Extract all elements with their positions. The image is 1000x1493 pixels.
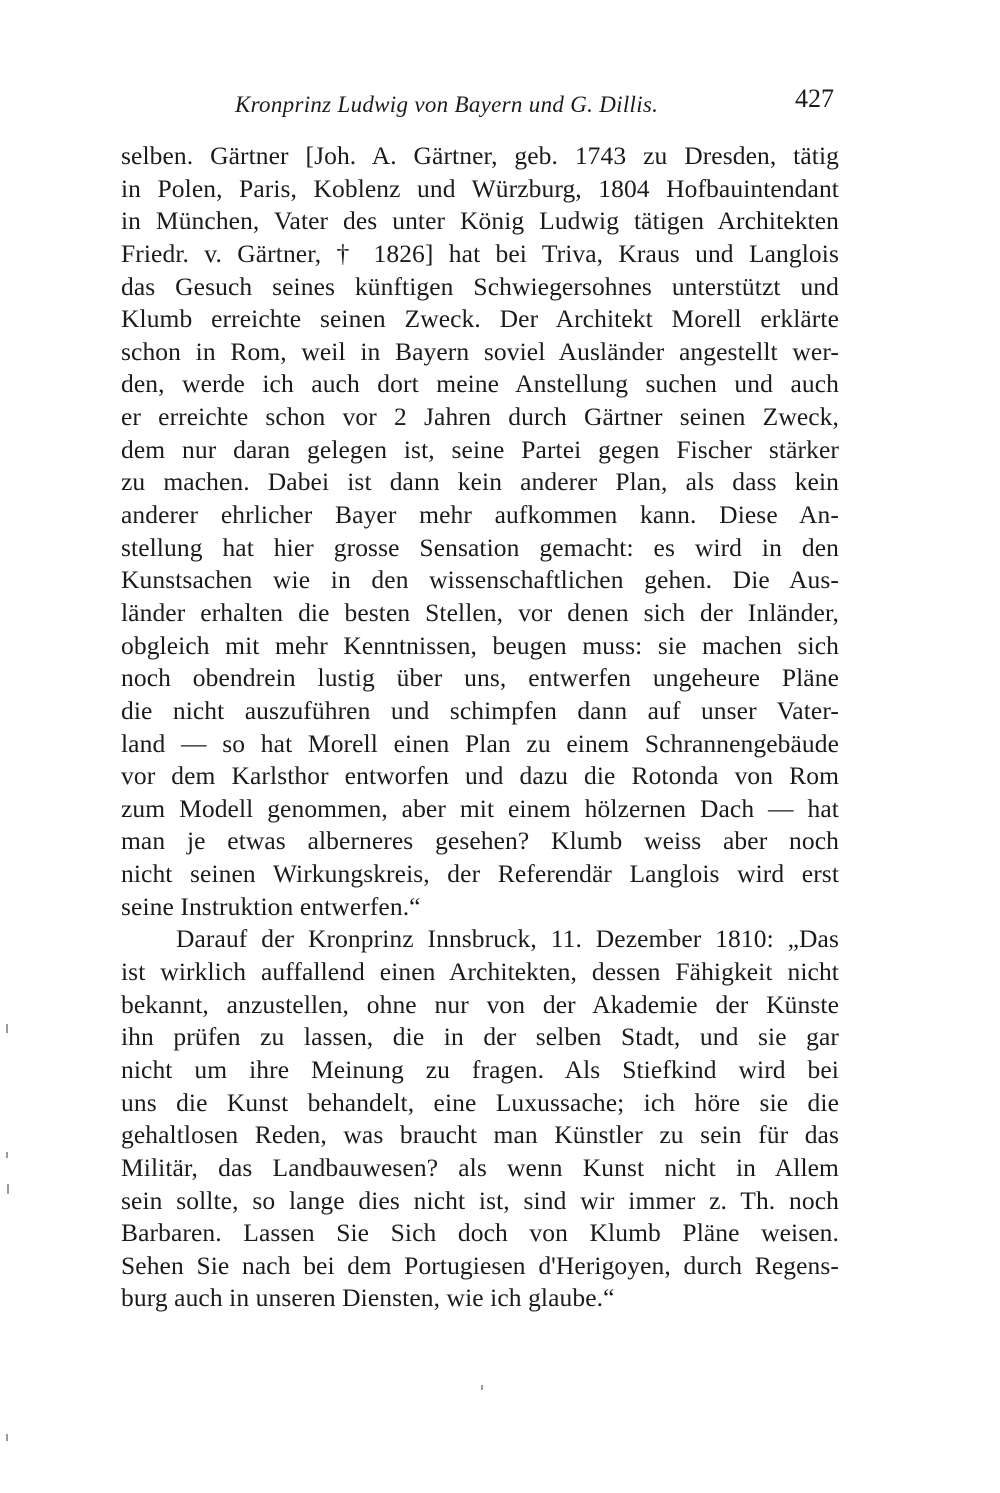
text-line: Barbaren. Lassen Sie Sich doch von Klumb Pläne weisen. bbox=[121, 1218, 839, 1248]
scan-speck bbox=[6, 1024, 8, 1033]
text-line: den, werde ich auch dort meine Anstellung suchen und auch bbox=[121, 369, 839, 399]
scan-speck bbox=[6, 1434, 8, 1441]
text-line: Kunstsachen wie in den wissenschaftlichen gehen. Die Aus- bbox=[121, 565, 839, 595]
text-line: ihn prüfen zu lassen, die in der selben Stadt, und sie gar bbox=[121, 1022, 839, 1052]
text-line: noch obendrein lustig über uns, entwerfen ungeheure Pläne bbox=[121, 663, 839, 693]
text-line: stellung hat hier grosse Sensation gemacht: es wird in den bbox=[121, 532, 839, 562]
text-line: Militär, das Landbauwesen? als wenn Kunst nicht in Allem bbox=[121, 1152, 839, 1182]
text-line: seine Instruktion entwerfen.“ bbox=[121, 891, 421, 921]
text-line: er erreichte schon vor 2 Jahren durch Gärtner seinen Zweck, bbox=[121, 402, 839, 432]
text-line: burg auch in unseren Diensten, wie ich glaube.“ bbox=[121, 1283, 615, 1313]
text-line: die nicht auszuführen und schimpfen dann auf unser Vater- bbox=[121, 695, 839, 725]
text-line: schon in Rom, weil in Bayern soviel Ausländer angestellt wer- bbox=[121, 336, 839, 366]
body-text bbox=[121, 140, 839, 1315]
text-line: anderer ehrlicher Bayer mehr aufkommen kann. Diese An- bbox=[121, 500, 839, 530]
text-line: bekannt, anzustellen, ohne nur von der Akademie der Künste bbox=[121, 989, 839, 1019]
page-number: 427 bbox=[795, 84, 834, 113]
text-line: ist wirklich auffallend einen Architekten, dessen Fähigkeit nicht bbox=[121, 957, 839, 987]
text-line: das Gesuch seines künftigen Schwiegersohnes unterstützt und bbox=[121, 271, 839, 301]
text-line: Sehen Sie nach bei dem Portugiesen d'Herigoyen, durch Regens- bbox=[121, 1250, 839, 1280]
text-line: vor dem Karlsthor entworfen und dazu die Rotonda von Rom bbox=[121, 761, 839, 791]
text-line: dem nur daran gelegen ist, seine Partei gegen Fischer stärker bbox=[121, 434, 839, 464]
text-line: länder erhalten die besten Stellen, vor denen sich der Inländer, bbox=[121, 597, 839, 627]
text-line: Klumb erreichte seinen Zweck. Der Architekt Morell erklärte bbox=[121, 304, 839, 334]
text-line: obgleich mit mehr Kenntnissen, beugen muss: sie machen sich bbox=[121, 630, 839, 660]
text-line: nicht seinen Wirkungskreis, der Referendär Langlois wird erst bbox=[121, 859, 839, 889]
text-line: zum Modell genommen, aber mit einem hölzernen Dach — hat bbox=[121, 793, 839, 823]
text-line: zu machen. Dabei ist dann kein anderer Plan, als dass kein bbox=[121, 467, 839, 497]
text-line: nicht um ihre Meinung zu fragen. Als Stiefkind wird bei bbox=[121, 1054, 839, 1084]
text-line: sein sollte, so lange dies nicht ist, sind wir immer z. Th. noch bbox=[121, 1185, 839, 1215]
scan-speck bbox=[481, 1385, 483, 1390]
text-line: in München, Vater des unter König Ludwig tätigen Architekten bbox=[121, 206, 839, 236]
text-line: in Polen, Paris, Koblenz und Würzburg, 1804 Hofbauintendant bbox=[121, 173, 839, 203]
scan-speck bbox=[6, 1152, 8, 1158]
text-line: uns die Kunst behandelt, eine Luxussache; ich höre sie die bbox=[121, 1087, 839, 1117]
text-line: Darauf der Kronprinz Innsbruck, 11. Dezember 1810: „Das bbox=[176, 924, 839, 954]
scan-speck bbox=[7, 1184, 9, 1194]
running-head bbox=[125, 84, 840, 124]
text-line: land — so hat Morell einen Plan zu einem Schrannengebäude bbox=[121, 728, 839, 758]
text-line: man je etwas alberneres gesehen? Klumb weiss aber noch bbox=[121, 826, 839, 856]
text-line: selben. Gärtner [Joh. A. Gärtner, geb. 1743 zu Dresden, tätig bbox=[121, 141, 839, 170]
running-title: Kronprinz Ludwig von Bayern und G. Dillis. bbox=[235, 92, 659, 117]
text-line: gehaltlosen Reden, was braucht man Künstler zu sein für das bbox=[121, 1120, 839, 1150]
text-line: Friedr. v. Gärtner, † 1826] hat bei Triva, Kraus und Langlois bbox=[121, 238, 839, 268]
